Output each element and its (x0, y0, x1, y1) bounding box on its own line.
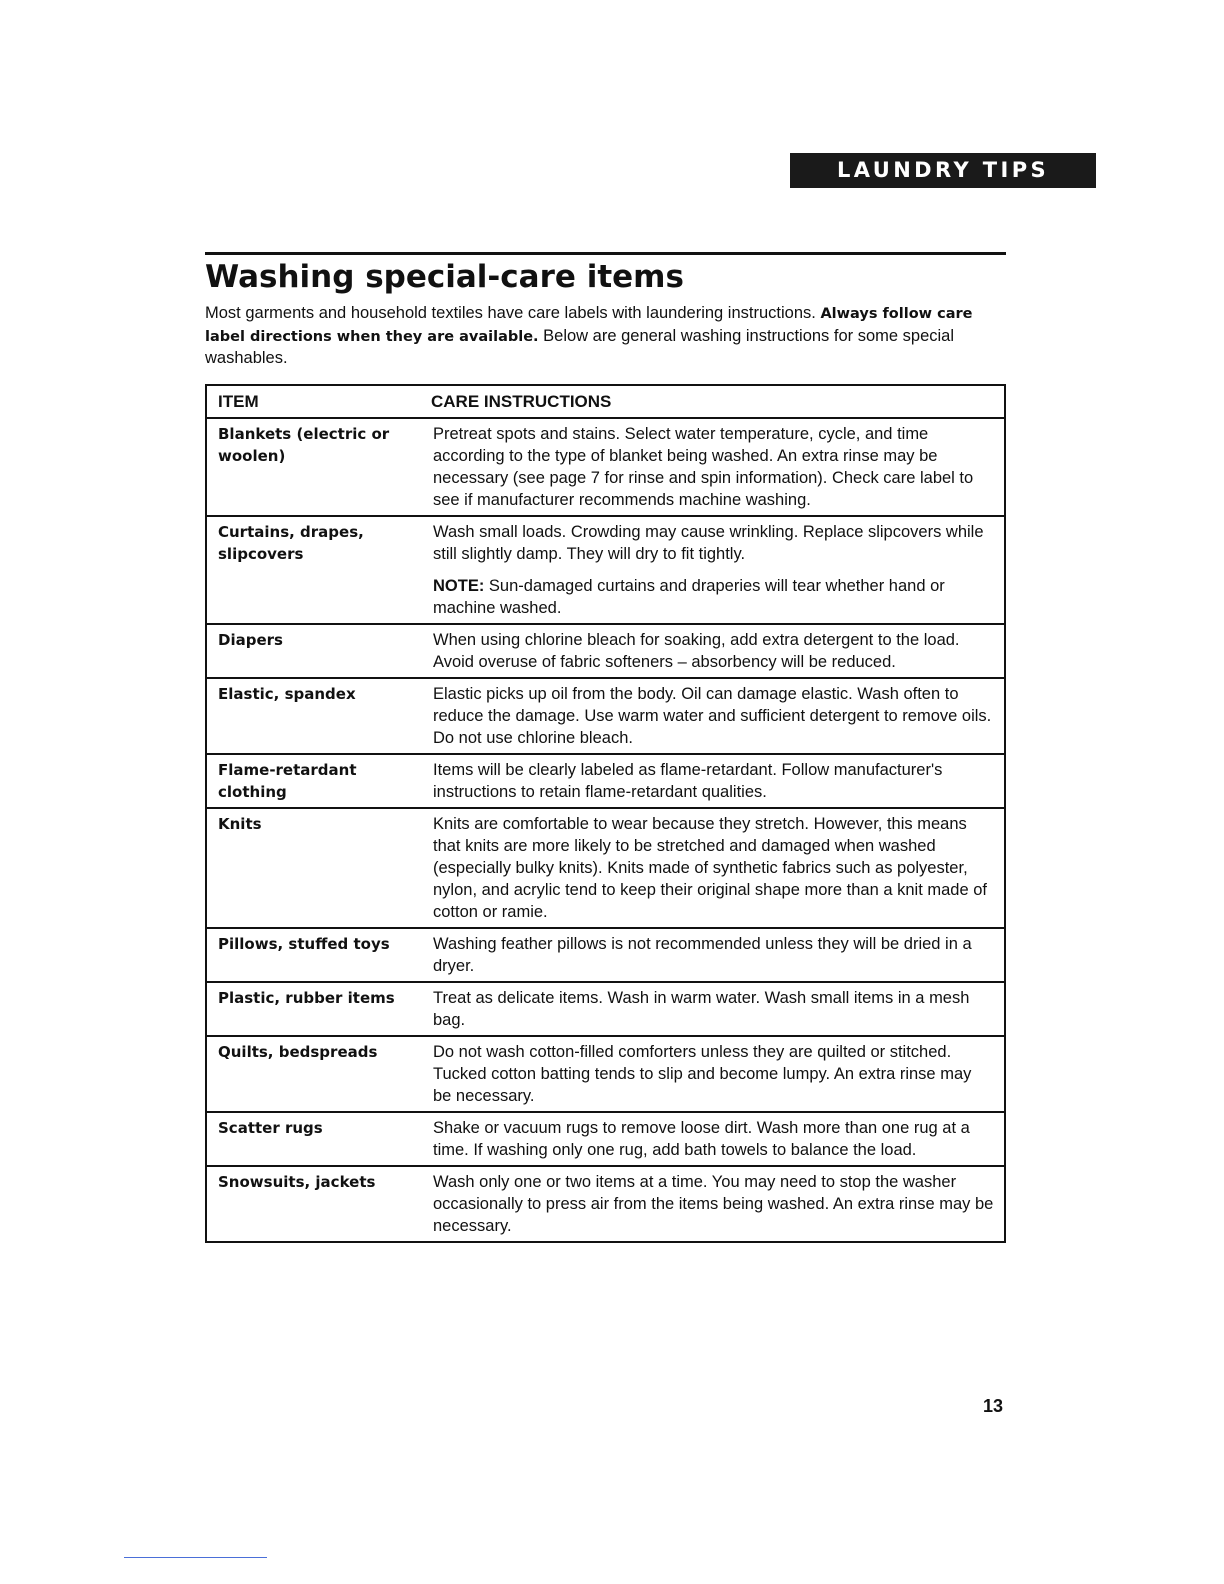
table-header-row (206, 385, 1005, 418)
table-row (206, 1166, 1005, 1242)
care-table (205, 384, 1006, 1243)
item-cell: Diapers (206, 624, 420, 678)
item-cell: Scatter rugs (206, 1112, 420, 1166)
page-number: 13 (983, 1396, 1004, 1416)
table-row (206, 1036, 1005, 1112)
item-cell: Knits (206, 808, 420, 928)
table-row (206, 808, 1005, 928)
care-cell: Wash only one or two items at a time. You may need to stop the washer occasionally to press air from the items being washed. An extra rinse may be necessary. (420, 1166, 1005, 1242)
item-cell: Elastic, spandex (206, 678, 420, 754)
care-cell: Pretreat spots and stains. Select water temperature, cycle, and time according to the type of blanket being washed. An extra rinse may be necessary (see page 7 for rinse and spin information). Check care label to see if manufacturer recommends machine washing. (420, 418, 1005, 516)
page-title: Washing special-care items (205, 259, 684, 295)
column-header-item: ITEM (206, 385, 420, 418)
item-cell: Plastic, rubber items (206, 982, 420, 1036)
item-cell: Quilts, bedspreads (206, 1036, 420, 1112)
table-row (206, 982, 1005, 1036)
intro-text-before: Most garments and household textiles have care labels with laundering instructions. (205, 304, 821, 322)
intro-text-after: Below are general washing instructions for some special washables. (205, 326, 955, 367)
care-cell: Treat as delicate items. Wash in warm water. Wash small items in a mesh bag. (420, 982, 1005, 1036)
care-cell: Knits are comfortable to wear because they stretch. However, this means that knits are more likely to be stretched and damaged when washed (especially bulky knits). Knits made of synthetic fabrics such as polyester, nylon, and acrylic tend to keep their original shape more than a knit made of cotton or ramie. (420, 808, 1005, 928)
care-text: Wash small loads. Crowding may cause wrinkling. Replace slipcovers while still slightly damp. They will dry to fit tightly. (433, 523, 984, 563)
item-cell: Flame-retardant clothing (206, 754, 420, 808)
item-cell: Pillows, stuffed toys (206, 928, 420, 982)
footer-line (124, 1557, 267, 1558)
care-cell: Washing feather pillows is not recommended unless they will be dried in a dryer. (420, 928, 1005, 982)
care-cell: Elastic picks up oil from the body. Oil can damage elastic. Wash often to reduce the damage. Use warm water and sufficient detergent to remove oils. Do not use chlorine bleach. (420, 678, 1005, 754)
care-note (433, 575, 994, 619)
table-row (206, 678, 1005, 754)
care-cell: Shake or vacuum rugs to remove loose dirt. Wash more than one rug at a time. If washing only one rug, add bath towels to balance the load. (420, 1112, 1005, 1166)
care-cell: When using chlorine bleach for soaking, add extra detergent to the load. Avoid overuse of fabric softeners – absorbency will be reduced. (420, 624, 1005, 678)
note-label: NOTE: (433, 577, 485, 595)
column-header-care: CARE INSTRUCTIONS (420, 385, 1005, 418)
table-row (206, 624, 1005, 678)
item-cell: Curtains, drapes, slipcovers (206, 516, 420, 624)
item-cell: Snowsuits, jackets (206, 1166, 420, 1242)
care-cell: Do not wash cotton-filled comforters unless they are quilted or stitched. Tucked cotton batting tends to slip and become lumpy. An extra rinse may be necessary. (420, 1036, 1005, 1112)
section-tab: LAUNDRY TIPS (790, 153, 1096, 188)
care-cell (420, 516, 1005, 624)
care-cell: Items will be clearly labeled as flame-retardant. Follow manufacturer's instructions to retain flame-retardant qualities. (420, 754, 1005, 808)
table-row (206, 754, 1005, 808)
table-row (206, 1112, 1005, 1166)
table-row (206, 516, 1005, 624)
note-text: Sun-damaged curtains and draperies will tear whether hand or machine washed. (433, 577, 945, 617)
title-rule (205, 252, 1006, 255)
table-row (206, 418, 1005, 516)
intro-emphasis: Always follow care label directions when they are available. (205, 306, 973, 345)
item-cell: Blankets (electric or woolen) (206, 418, 420, 516)
table-row (206, 928, 1005, 982)
intro-paragraph (205, 303, 1006, 370)
